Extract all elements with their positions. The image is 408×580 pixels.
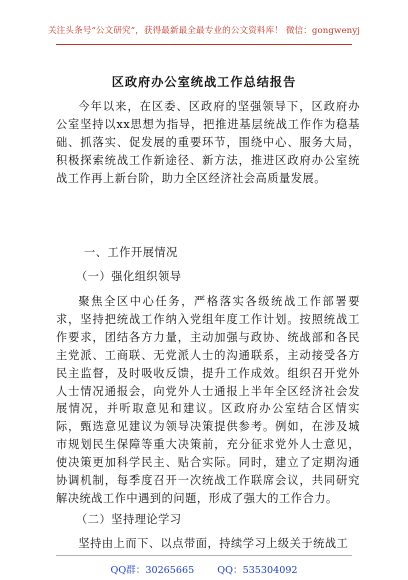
- header-banner: 关注头条号“公文研究”，获得最新最全最专业的公文资料库！ 微信：gongwenyj: [47, 26, 361, 36]
- footer-qq-number: QQ：535304092: [217, 565, 298, 576]
- document-title: 区政府办公室统战工作总结报告: [111, 75, 297, 89]
- paragraph-theory-study: 坚持由上而下、以点带面，持续学习上级关于统战工: [78, 537, 349, 550]
- subsection-heading-theory-study: （二）坚持理论学习: [76, 513, 182, 526]
- paragraph-intro: 今年以来，在区委、区政府的坚强领导下，区政府办公室坚持以xx思想为指导，把推进基层统战工作作为稳基础、抓落实、促发展的重要环节，围绕中心、服务大局，积极探索统战工作新途径、新方法，推进区政府办公室统战工作再上新台阶，助力全区经济社会高质量发展。: [56, 100, 360, 185]
- footer-contact: [0, 562, 408, 576]
- header-divider: [56, 44, 352, 45]
- paragraph-leadership: 聚焦全区中心任务，严格落实各级统战工作部署要求，坚持把统战工作纳入党组年度工作计划。按照统战工作要求，团结各方力量，主动加强与政协、统战部和各民主党派、工商联、无党派人士的沟通联系，主动接受各方民主监督，及时吸收反馈，提升工作成效。组织召开党外人士情况通报会，向党外人士通报上半年全区经济社会发展情况，并听取意见和建议。区政府办公室结合区情实际，甄选意见建议为领导决策提供参考。例如，在涉及城市规划民生保障等重大决策前，充分征求党外人士意见，使决策更加科学民主、贴合实际。同时，建立了定期沟通协调机制，每季度召开一次统战工作联席会议，共同研究解决统战工作中遇到的问题，形成了强大的工作合力。: [56, 295, 360, 505]
- footer-divider: [56, 555, 352, 556]
- subsection-heading-leadership: （一）强化组织领导: [76, 270, 182, 283]
- footer-qq-group: QQ群：30265665: [110, 565, 195, 576]
- section-heading-work-status: 一、工作开展情况: [84, 246, 178, 259]
